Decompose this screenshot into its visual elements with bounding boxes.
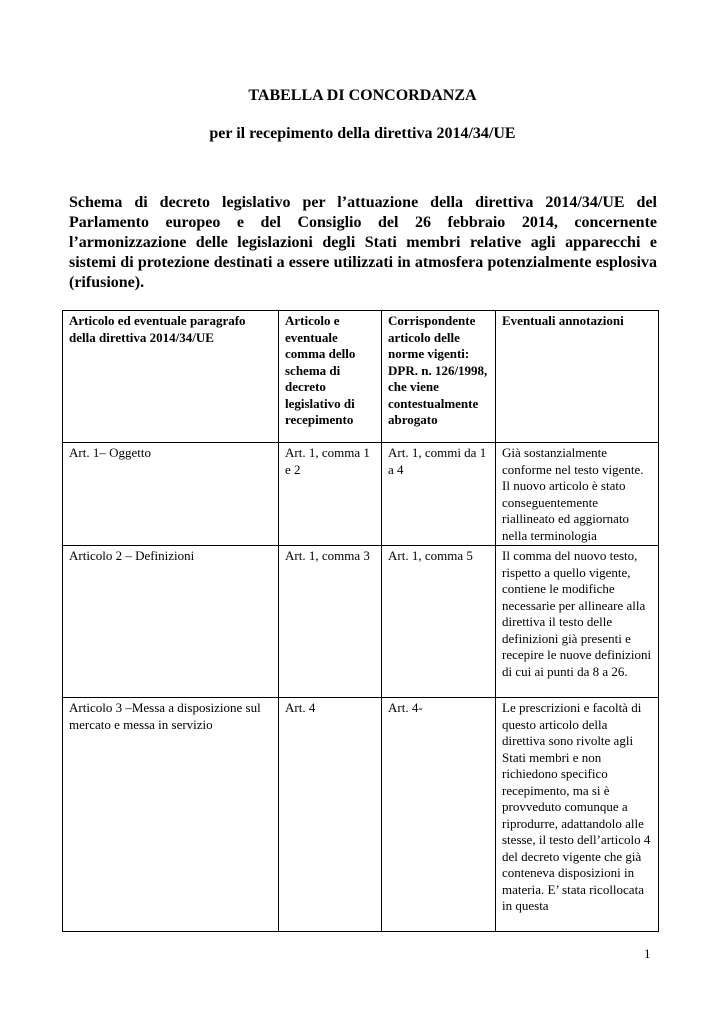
cell-directive: Art. 1– Oggetto xyxy=(63,443,279,546)
cell-scheme: Art. 4 xyxy=(279,698,382,932)
cell-current: Art. 1, comma 5 xyxy=(382,546,496,698)
table-row xyxy=(63,443,659,546)
cell-scheme: Art. 1, comma 1 e 2 xyxy=(279,443,382,546)
cell-scheme: Art. 1, comma 3 xyxy=(279,546,382,698)
cell-current: Art. 4- xyxy=(382,698,496,932)
document-title: TABELLA DI CONCORDANZA xyxy=(248,87,477,104)
header-notes: Eventuali annotazioni xyxy=(496,311,659,443)
header-scheme-article: Articolo e eventuale comma dello schema di decreto legislativo di recepimento xyxy=(279,311,382,443)
cell-notes: Le prescrizioni e facoltà di questo articolo della direttiva sono rivolte agli Stati membri e non richiedono specifico recepimento, ma si è provveduto comunque a riprodurre, adattandolo alle stesse, il testo dell’articolo 4 del decreto vigente che già conteneva disposizioni in materia. E’ stata ricollocata in questa xyxy=(496,698,659,932)
cell-directive: Articolo 3 –Messa a disposizione sul mercato e messa in servizio xyxy=(63,698,279,932)
scheme-description: Schema di decreto legislativo per l’attuazione della direttiva 2014/34/UE del Parlamento europeo e del Consiglio del 26 febbraio 2014, concernente l’armonizzazione delle legislazioni degli Stati membri relative agli apparecchi e sistemi di protezione destinati a essere utilizzati in atmosfera potenzialmente esplosiva (rifusione). xyxy=(69,194,657,291)
page-number: 1 xyxy=(644,946,651,961)
cell-notes: Il comma del nuovo testo, rispetto a quello vigente, contiene le modifiche necessarie per allineare alla direttiva il testo delle definizioni già presenti e recepire le nuove definizioni di cui ai punti da 8 a 26. xyxy=(496,546,659,698)
concordance-table xyxy=(62,310,659,932)
table-header-row xyxy=(63,311,659,443)
cell-current: Art. 1, commi da 1 a 4 xyxy=(382,443,496,546)
table-row xyxy=(63,546,659,698)
cell-directive: Articolo 2 – Definizioni xyxy=(63,546,279,698)
document-subtitle: per il recepimento della direttiva 2014/34/UE xyxy=(209,125,516,142)
header-directive-article: Articolo ed eventuale paragrafo della direttiva 2014/34/UE xyxy=(63,311,279,443)
table-row xyxy=(63,698,659,932)
cell-notes: Già sostanzialmente conforme nel testo vigente. Il nuovo articolo è stato conseguentemente riallineato ed aggiornato nella terminologia xyxy=(496,443,659,546)
header-current-norm: Corrispondente articolo delle norme vigenti: DPR. n. 126/1998, che viene contestualmente abrogato xyxy=(382,311,496,443)
